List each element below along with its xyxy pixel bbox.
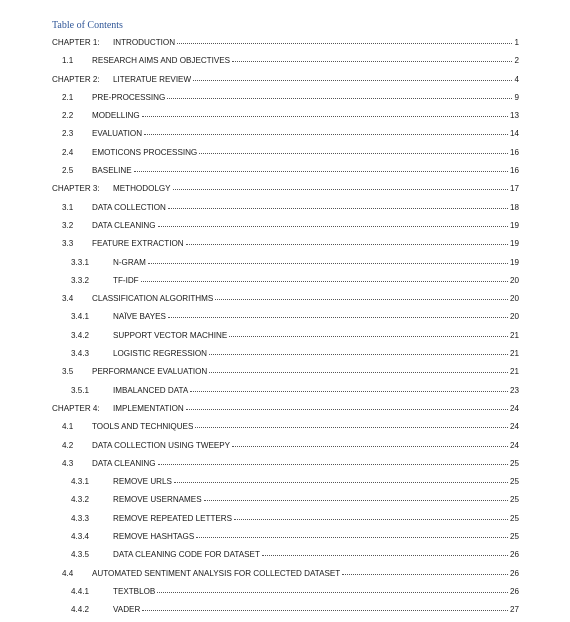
toc-entry-number: 3.3.2 (71, 275, 90, 285)
toc-entry-page: 26 (509, 586, 519, 596)
toc-entry-number: 3.3.1 (71, 257, 90, 267)
toc-entry-page: 16 (509, 166, 519, 176)
toc-entry-page: 24 (509, 422, 519, 432)
toc-entry[interactable] (0, 91, 570, 109)
toc-entry[interactable] (0, 548, 570, 566)
toc-entry-label: INTRODUCTION (113, 38, 176, 47)
toc-entry-label: RESEARCH AIMS AND OBJECTIVES (92, 56, 231, 66)
toc-entry-label: BASELINE (92, 166, 132, 176)
toc-entry[interactable] (0, 310, 570, 328)
toc-entry-page: 25 (509, 458, 519, 468)
toc-entry-number: 2.5 (62, 166, 74, 176)
toc-entry-number: 3.4.3 (71, 349, 90, 359)
toc-entry[interactable] (0, 493, 570, 511)
toc-entry-label: REMOVE USERNAMES (113, 495, 202, 505)
dot-leader (167, 90, 512, 99)
toc-entry-label: REMOVE REPEATED LETTERS (113, 513, 233, 523)
toc-entry-label: EMOTICONS PROCESSING (92, 147, 198, 157)
toc-entry-label: PERFORMANCE EVALUATION (92, 367, 208, 377)
toc-entry[interactable] (0, 73, 570, 91)
dot-leader (232, 438, 508, 447)
dot-leader (234, 511, 508, 520)
dot-leader (142, 602, 508, 611)
toc-entry-label: REMOVE URLS (113, 477, 172, 487)
toc-entry-number: 4.3.1 (71, 477, 90, 487)
toc-entry[interactable] (0, 457, 570, 475)
table-of-contents (0, 36, 570, 622)
dot-leader (168, 309, 508, 318)
toc-entry[interactable] (0, 146, 570, 164)
toc-entry[interactable] (0, 603, 570, 621)
toc-entry-page: 19 (509, 257, 519, 267)
toc-entry-page: 25 (509, 495, 519, 505)
dot-leader (262, 547, 508, 556)
toc-title: Table of Contents (52, 20, 123, 31)
dot-leader (158, 456, 508, 465)
dot-leader (144, 126, 508, 135)
toc-entry[interactable] (0, 567, 570, 585)
toc-entry[interactable] (0, 54, 570, 72)
toc-entry-label: DATA COLLECTION (92, 202, 166, 212)
toc-entry-page: 27 (509, 605, 519, 615)
toc-entry-number: 3.4 (62, 294, 74, 304)
toc-entry-page: 20 (509, 312, 519, 322)
toc-entry-number: 3.4.1 (71, 312, 90, 322)
dot-leader (157, 584, 508, 593)
toc-entry-number: 4.4.1 (71, 586, 90, 596)
toc-entry-number: CHAPTER 3: (52, 184, 100, 194)
toc-entry-label: LOGISTIC REGRESSION (113, 349, 207, 359)
toc-entry-number: 4.2 (62, 440, 74, 450)
toc-entry-page: 25 (509, 513, 519, 523)
toc-entry-page: 20 (509, 275, 519, 285)
toc-entry-label: DATA CLEANING (92, 458, 156, 468)
toc-entry-label: LITERATUE REVIEW (113, 74, 192, 84)
toc-entry-page: 19 (509, 239, 519, 249)
toc-entry-page: 1 (514, 38, 519, 47)
toc-entry-number: 4.3.2 (71, 495, 90, 505)
toc-entry[interactable] (0, 475, 570, 493)
toc-entry-number: 4.3 (62, 458, 74, 468)
toc-entry-label: TEXTBLOB (113, 586, 156, 596)
toc-entry[interactable] (0, 256, 570, 274)
toc-entry-page: 16 (509, 147, 519, 157)
toc-entry-label: CLASSIFICATION ALGORITHMS (92, 294, 214, 304)
toc-entry-number: 1.1 (62, 56, 74, 66)
toc-entry-label: DATA COLLECTION USING TWEEPY (92, 440, 231, 450)
toc-entry-number: 2.2 (62, 111, 74, 121)
toc-entry-label: TF-IDF (113, 275, 139, 285)
toc-entry-number: 4.3.4 (71, 532, 90, 542)
toc-entry-label: FEATURE EXTRACTION (92, 239, 184, 249)
toc-entry[interactable] (0, 420, 570, 438)
toc-entry-label: DATA CLEANING CODE FOR DATASET (113, 550, 260, 560)
toc-entry-label: SUPPORT VECTOR MACHINE (113, 330, 228, 340)
toc-entry-number: 2.1 (62, 92, 74, 102)
toc-entry-page: 19 (509, 220, 519, 230)
dot-leader (190, 383, 508, 392)
toc-entry[interactable] (0, 127, 570, 145)
toc-entry-page: 13 (509, 111, 519, 121)
toc-entry[interactable] (0, 585, 570, 603)
toc-entry-label: REMOVE HASHTAGS (113, 532, 195, 542)
toc-entry[interactable] (0, 36, 570, 54)
toc-entry-page: 26 (509, 568, 519, 578)
toc-entry-page: 24 (509, 440, 519, 450)
toc-entry-number: 3.5.1 (71, 385, 90, 395)
toc-entry-number: CHAPTER 4: (52, 403, 100, 413)
toc-entry[interactable] (0, 402, 570, 420)
toc-entry-page: 26 (509, 550, 519, 560)
toc-entry-number: CHAPTER 1: (52, 38, 100, 47)
toc-entry-page: 23 (509, 385, 519, 395)
dot-leader (168, 200, 508, 209)
toc-entry-page: 17 (509, 184, 519, 194)
dot-leader (215, 291, 508, 300)
dot-leader (195, 419, 508, 428)
toc-entry-label: IMBALANCED DATA (113, 385, 189, 395)
dot-leader (199, 145, 508, 154)
toc-entry-page: 4 (514, 74, 519, 84)
toc-entry-label: EVALUATION (92, 129, 143, 139)
dot-leader (209, 364, 508, 373)
toc-entry-number: 4.4.2 (71, 605, 90, 615)
toc-entry[interactable] (0, 512, 570, 530)
toc-entry-page: 24 (509, 403, 519, 413)
toc-entry-number: 3.2 (62, 220, 74, 230)
toc-entry[interactable] (0, 164, 570, 182)
toc-entry[interactable] (0, 182, 570, 200)
toc-entry-number: 2.4 (62, 147, 74, 157)
toc-entry[interactable] (0, 237, 570, 255)
toc-entry-label: MODELLING (92, 111, 140, 121)
dot-leader (174, 474, 508, 483)
toc-entry-label: PRE-PROCESSING (92, 92, 166, 102)
dot-leader (148, 255, 508, 264)
toc-entry-number: 3.5 (62, 367, 74, 377)
toc-entry-page: 18 (509, 202, 519, 212)
dot-leader (142, 108, 508, 117)
dot-leader (196, 529, 508, 538)
toc-entry-label: IMPLEMENTATION (113, 403, 184, 413)
toc-entry[interactable] (0, 201, 570, 219)
toc-entry-label: DATA CLEANING (92, 220, 156, 230)
toc-entry-page: 25 (509, 477, 519, 487)
dot-leader (342, 566, 508, 575)
toc-entry[interactable] (0, 219, 570, 237)
dot-leader (186, 401, 508, 410)
dot-leader (209, 346, 508, 355)
dot-leader (193, 72, 512, 81)
toc-entry-page: 14 (509, 129, 519, 139)
dot-leader (134, 163, 508, 172)
toc-entry-number: 4.3.3 (71, 513, 90, 523)
toc-entry-page: 21 (509, 330, 519, 340)
toc-entry-number: 4.3.5 (71, 550, 90, 560)
toc-entry[interactable] (0, 530, 570, 548)
toc-entry-number: 3.4.2 (71, 330, 90, 340)
dot-leader (229, 328, 508, 337)
toc-entry-label: VADER (113, 605, 141, 615)
toc-entry[interactable] (0, 365, 570, 383)
toc-entry-page: 20 (509, 294, 519, 304)
toc-entry[interactable] (0, 292, 570, 310)
toc-entry-label: NAÏVE BAYES (113, 312, 166, 322)
toc-entry-number: 3.1 (62, 202, 74, 212)
toc-entry-page: 25 (509, 532, 519, 542)
toc-entry-page: 9 (514, 92, 519, 102)
toc-entry[interactable] (0, 329, 570, 347)
toc-entry[interactable] (0, 109, 570, 127)
toc-entry[interactable] (0, 347, 570, 365)
toc-entry-label: TOOLS AND TECHNIQUES (92, 422, 194, 432)
dot-leader (141, 273, 508, 282)
toc-entry[interactable] (0, 274, 570, 292)
toc-entry-page: 2 (514, 56, 519, 66)
toc-entry-label: N-GRAM (113, 257, 146, 267)
toc-entry-page: 21 (509, 367, 519, 377)
toc-entry-page: 21 (509, 349, 519, 359)
toc-entry-number: 4.1 (62, 422, 74, 432)
dot-leader (177, 35, 512, 44)
dot-leader (173, 181, 508, 190)
toc-entry-number: 3.3 (62, 239, 74, 249)
dot-leader (186, 236, 508, 245)
dot-leader (204, 492, 508, 501)
toc-entry-number: 4.4 (62, 568, 74, 578)
dot-leader (232, 53, 512, 62)
toc-entry[interactable] (0, 439, 570, 457)
dot-leader (158, 218, 508, 227)
toc-entry-number: 2.3 (62, 129, 74, 139)
toc-entry-label: METHODOLGY (113, 184, 171, 194)
toc-entry-number: CHAPTER 2: (52, 74, 100, 84)
toc-entry-label: AUTOMATED SENTIMENT ANALYSIS FOR COLLECTED DATASET (92, 568, 341, 578)
toc-entry[interactable] (0, 384, 570, 402)
